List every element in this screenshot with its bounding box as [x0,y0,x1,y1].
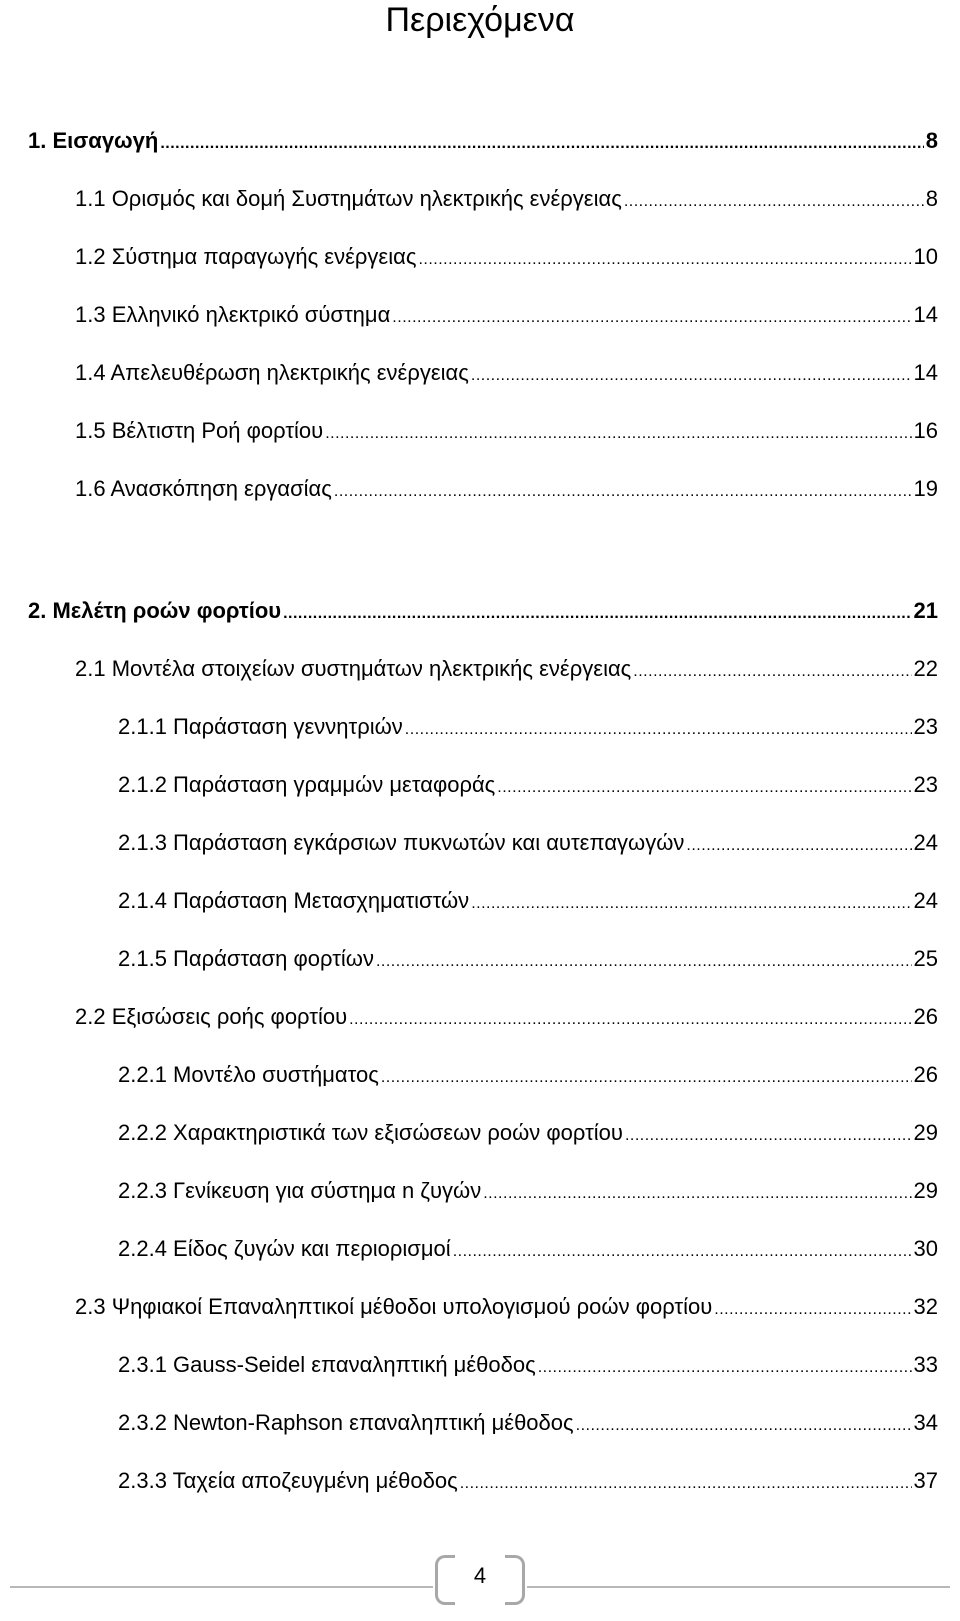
dot-leader [334,477,912,507]
dot-leader [714,1295,911,1325]
toc-entry-title: 2.2.3 Γενίκευση για σύστημα n ζυγών [118,1178,482,1203]
toc-entry-title: 1.6 Ανασκόπηση εργασίας [75,476,332,501]
dot-leader [538,1353,912,1383]
toc-entry-2[interactable] [28,596,938,626]
toc-entry-2-1-5[interactable] [118,944,938,974]
toc-entry-1-2[interactable] [75,242,938,272]
toc-entry-title: 1.3 Ελληνικό ηλεκτρικό σύστημα [75,302,391,327]
dot-leader [405,715,912,745]
toc-entry-page: 37 [913,1468,938,1493]
dot-leader [625,1121,912,1151]
dot-leader [471,361,912,391]
toc-entry-title: 1.1 Ορισμός και δομή Συστημάτων ηλεκτρικής ενέργειας [75,186,622,211]
toc-entry-title: 2.3.3 Ταχεία αποζευγμένη μέθοδος [118,1468,458,1493]
toc-entry-title: 2.3.1 Gauss-Seidel επαναληπτική μέθοδος [118,1352,536,1377]
toc-entry-page: 29 [913,1120,938,1145]
footer-rule-right [527,1586,950,1588]
toc-entry-1-6[interactable] [75,474,938,504]
toc-entry-title: 1. Εισαγωγή [28,128,159,153]
toc-entry-title: 1.5 Βέλτιστη Ροή φορτίου [75,418,324,443]
toc-entry-page: 16 [913,418,938,443]
toc-entry-page: 26 [913,1004,938,1029]
toc-entry-page: 21 [913,598,938,623]
toc-entry-2-2-3[interactable] [118,1176,938,1206]
toc-entry-2-3-1[interactable] [118,1350,938,1380]
footer-brace-left [435,1555,455,1605]
toc-entry-2-2-2[interactable] [118,1118,938,1148]
toc-entry-1-4[interactable] [75,358,938,388]
toc-entry-2-3-2[interactable] [118,1408,938,1438]
toc-entry-title: 2.1.4 Παράσταση Μετασχηματιστών [118,888,470,913]
toc-entry-2-2-4[interactable] [118,1234,938,1264]
footer-rule-left [10,1586,433,1588]
toc-entry-title: 2. Μελέτη ροών φορτίου [28,598,282,623]
toc-entry-page: 25 [913,946,938,971]
toc-entry-2-1-3[interactable] [118,828,938,858]
dot-leader [633,657,911,687]
toc-entry-title: 2.3.2 Newton-Raphson επαναληπτική μέθοδος [118,1410,574,1435]
page-title: Περιεχόμενα [385,1,575,39]
toc-entry-page: 24 [913,830,938,855]
dot-leader [483,1179,911,1209]
toc-entry-page: 14 [913,360,938,385]
toc-entry-page: 23 [913,714,938,739]
toc-entry-page: 14 [913,302,938,327]
toc-entry-page: 30 [913,1236,938,1261]
toc-entry-2-2-1[interactable] [118,1060,938,1090]
toc-entry-2-1[interactable] [75,654,938,684]
toc-entry-title: 2.1.1 Παράσταση γεννητριών [118,714,403,739]
toc-entry-page: 26 [913,1062,938,1087]
toc-entry-2-1-2[interactable] [118,770,938,800]
toc-entry-page: 24 [913,888,938,913]
dot-leader [460,1469,912,1499]
toc-entry-title: 2.2 Εξισώσεις ροής φορτίου [75,1004,348,1029]
toc-entry-page: 29 [913,1178,938,1203]
dot-leader [686,831,911,861]
toc-entry-title: 2.3 Ψηφιακοί Επαναληπτικοί μέθοδοι υπολογισμού ροών φορτίου [75,1294,713,1319]
toc-entry-title: 2.2.1 Μοντέλο συστήματος [118,1062,379,1087]
toc-entry-1[interactable] [28,126,938,156]
dot-leader [418,245,911,275]
footer-brace-right [505,1555,525,1605]
dot-leader [497,773,911,803]
toc-entry-page: 8 [925,128,938,153]
dot-leader [576,1411,912,1441]
page-number: 4 [473,1563,487,1588]
toc-entry-page: 32 [913,1294,938,1319]
toc-entry-title: 2.1 Μοντέλα στοιχείων συστημάτων ηλεκτρικής ενέργειας [75,656,632,681]
dot-leader [349,1005,911,1035]
dot-leader [392,303,911,333]
toc-entry-page: 23 [913,772,938,797]
dot-leader [376,947,912,977]
toc-entry-page: 33 [913,1352,938,1377]
toc-entry-2-3[interactable] [75,1292,938,1322]
toc-entry-page: 19 [913,476,938,501]
toc-entry-page: 34 [913,1410,938,1435]
toc-entry-title: 1.2 Σύστημα παραγωγής ενέργειας [75,244,417,269]
toc-entry-title: 2.1.5 Παράσταση φορτίων [118,946,374,971]
toc-entry-2-1-4[interactable] [118,886,938,916]
toc-entry-2-3-3[interactable] [118,1466,938,1496]
toc-entry-title: 1.4 Απελευθέρωση ηλεκτρικής ενέργειας [75,360,469,385]
dot-leader [453,1237,912,1267]
toc-entry-page: 22 [913,656,938,681]
page-footer [0,1555,960,1621]
toc-entry-1-1[interactable] [75,184,938,214]
toc-entry-title: 2.1.2 Παράσταση γραμμών μεταφοράς [118,772,496,797]
toc-entry-page: 8 [925,186,938,211]
toc-entry-1-5[interactable] [75,416,938,446]
toc-entry-title: 2.1.3 Παράσταση εγκάρσιων πυκνωτών και αυτεπαγωγών [118,830,685,855]
toc-entry-2-2[interactable] [75,1002,938,1032]
toc-entry-2-1-1[interactable] [118,712,938,742]
dot-leader [381,1063,912,1093]
dot-leader [471,889,911,919]
toc-entry-title: 2.2.4 Είδος ζυγών και περιορισμοί [118,1236,451,1261]
toc-entry-1-3[interactable] [75,300,938,330]
dot-leader [160,129,923,159]
toc-entry-page: 10 [913,244,938,269]
dot-leader [624,187,924,217]
dot-leader [283,599,911,629]
toc-entry-title: 2.2.2 Χαρακτηριστικά των εξισώσεων ροών φορτίου [118,1120,623,1145]
dot-leader [325,419,911,449]
